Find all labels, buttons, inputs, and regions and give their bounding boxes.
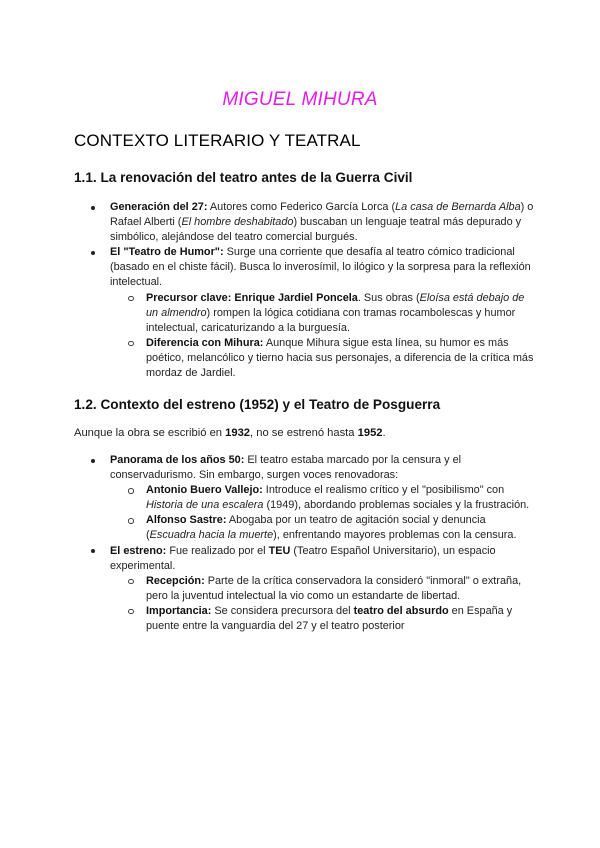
sub-item-precursor: Precursor clave: Enrique Jardiel Poncela. Sus obras (Eloísa está debajo de un almendro) rompen la lógica cotidiana con tramas rocambolescas y humor intelectual, caricaturizando a la burguesía. [110,291,534,336]
sub-list [110,483,534,543]
item-label: Generación del 27: [110,201,208,213]
work-title: La casa de Bernarda Alba [395,201,521,213]
list-item-estreno: El estreno: Fue realizado por el TEU (Teatro Español Universitario), un espacio experimental. Recepción: Parte de la crítica conservadora la consideró "inmoral" o extraña, pero la juventud intelectual la vio como un estandarte de libertad. Importancia: Se considera precursora del teatro del absurdo en España y puente entre la vanguardia del 27 y el teatro posterior [74,544,534,635]
work-title: Eloísa está debajo de un almendro [146,291,525,319]
sub-item-sastre: Alfonso Sastre: Abogaba por un teatro de agitación social y denuncia (Escuadra hacia la muerte), enfrentando mayores problemas con la censura. [110,513,534,543]
section-1-list [74,200,534,381]
item-label: Panorama de los años 50: [110,454,245,466]
sub-list [110,291,534,382]
section-2-intro: Aunque la obra se escribió en 1932, no se estrenó hasta 1952. [74,427,386,439]
section-2-heading: 1.2. Contexto del estreno (1952) y el Teatro de Posguerra [74,397,441,412]
item-label: Alfonso Sastre: [146,514,227,527]
sub-item-diferencia: Diferencia con Mihura: Aunque Mihura sigue esta línea, su humor es más poético, melancólico y tierno hacia sus personajes, a diferencia de la crítica más mordaz de Jardiel. [110,336,534,381]
document-title: MIGUEL MIHURA [222,89,378,110]
sub-item-recepcion: Recepción: Parte de la crítica conservadora la consideró "inmoral" o extraña, pero la juventud intelectual la vio como un estandarte de libertad. [110,574,534,604]
item-label: El estreno: [110,544,167,557]
list-item-panorama: Panorama de los años 50: El teatro estaba marcado por la censura y el conservadurismo. Sin embargo, surgen voces renovadoras: Antonio Buero Vallejo: Introduce el realismo crítico y el "posibilismo" con Historia de una escalera (1949), abordando problemas sociales y la frustración. Alfonso Sastre: Abogaba por un teatro de agitación social y denuncia (Escuadra hacia la muerte), enfrentando mayores problemas con la censura. [74,453,534,544]
main-heading: CONTEXTO LITERARIO Y TEATRAL [74,131,361,150]
work-title: Historia de una escalera [146,499,264,512]
item-label: Antonio Buero Vallejo: [146,484,263,497]
list-item-generacion-27: Generación del 27: Autores como Federico García Lorca (La casa de Bernarda Alba) o Rafael Alberti (El hombre deshabitado) buscaban un lenguaje teatral más depurado y simbólico, alejándose del teatro comercial burgués. [74,200,534,245]
sub-item-importancia: Importancia: Se considera precursora del teatro del absurdo en España y puente entre la vanguardia del 27 y el teatro posterior [110,604,534,634]
item-label: El "Teatro de Humor": [110,246,224,259]
item-label: Importancia: [146,604,212,617]
item-label: Diferencia con Mihura: [146,336,264,349]
list-item-teatro-humor: El "Teatro de Humor": Surge una corriente que desafía al teatro cómico tradicional (basado en el chiste fácil). Busca lo inverosímil, lo ilógico y la sorpresa para la reflexión intelectual. Precursor clave: Enrique Jardiel Poncela. Sus obras (Eloísa está debajo de un almendro) rompen la lógica cotidiana con tramas rocambolescas y humor intelectual, caricaturizando a la burguesía. Diferencia con Mihura: Aunque Mihura sigue esta línea, su humor es más poético, melancólico y tierno hacia sus personajes, a diferencia de la crítica más mordaz de Jardiel. [74,245,534,381]
sub-list [110,574,534,634]
section-2-list [74,453,534,634]
section-1-heading: 1.1. La renovación del teatro antes de la Guerra Civil [74,170,413,185]
work-title: El hombre deshabitado [181,216,294,229]
item-label: Precursor clave: Enrique Jardiel Poncela [146,291,358,304]
sub-item-buero-vallejo: Antonio Buero Vallejo: Introduce el realismo crítico y el "posibilismo" con Historia de una escalera (1949), abordando problemas sociales y la frustración. [110,483,534,513]
item-label: Recepción: [146,574,205,587]
work-title: Escuadra hacia la muerte [149,529,274,542]
